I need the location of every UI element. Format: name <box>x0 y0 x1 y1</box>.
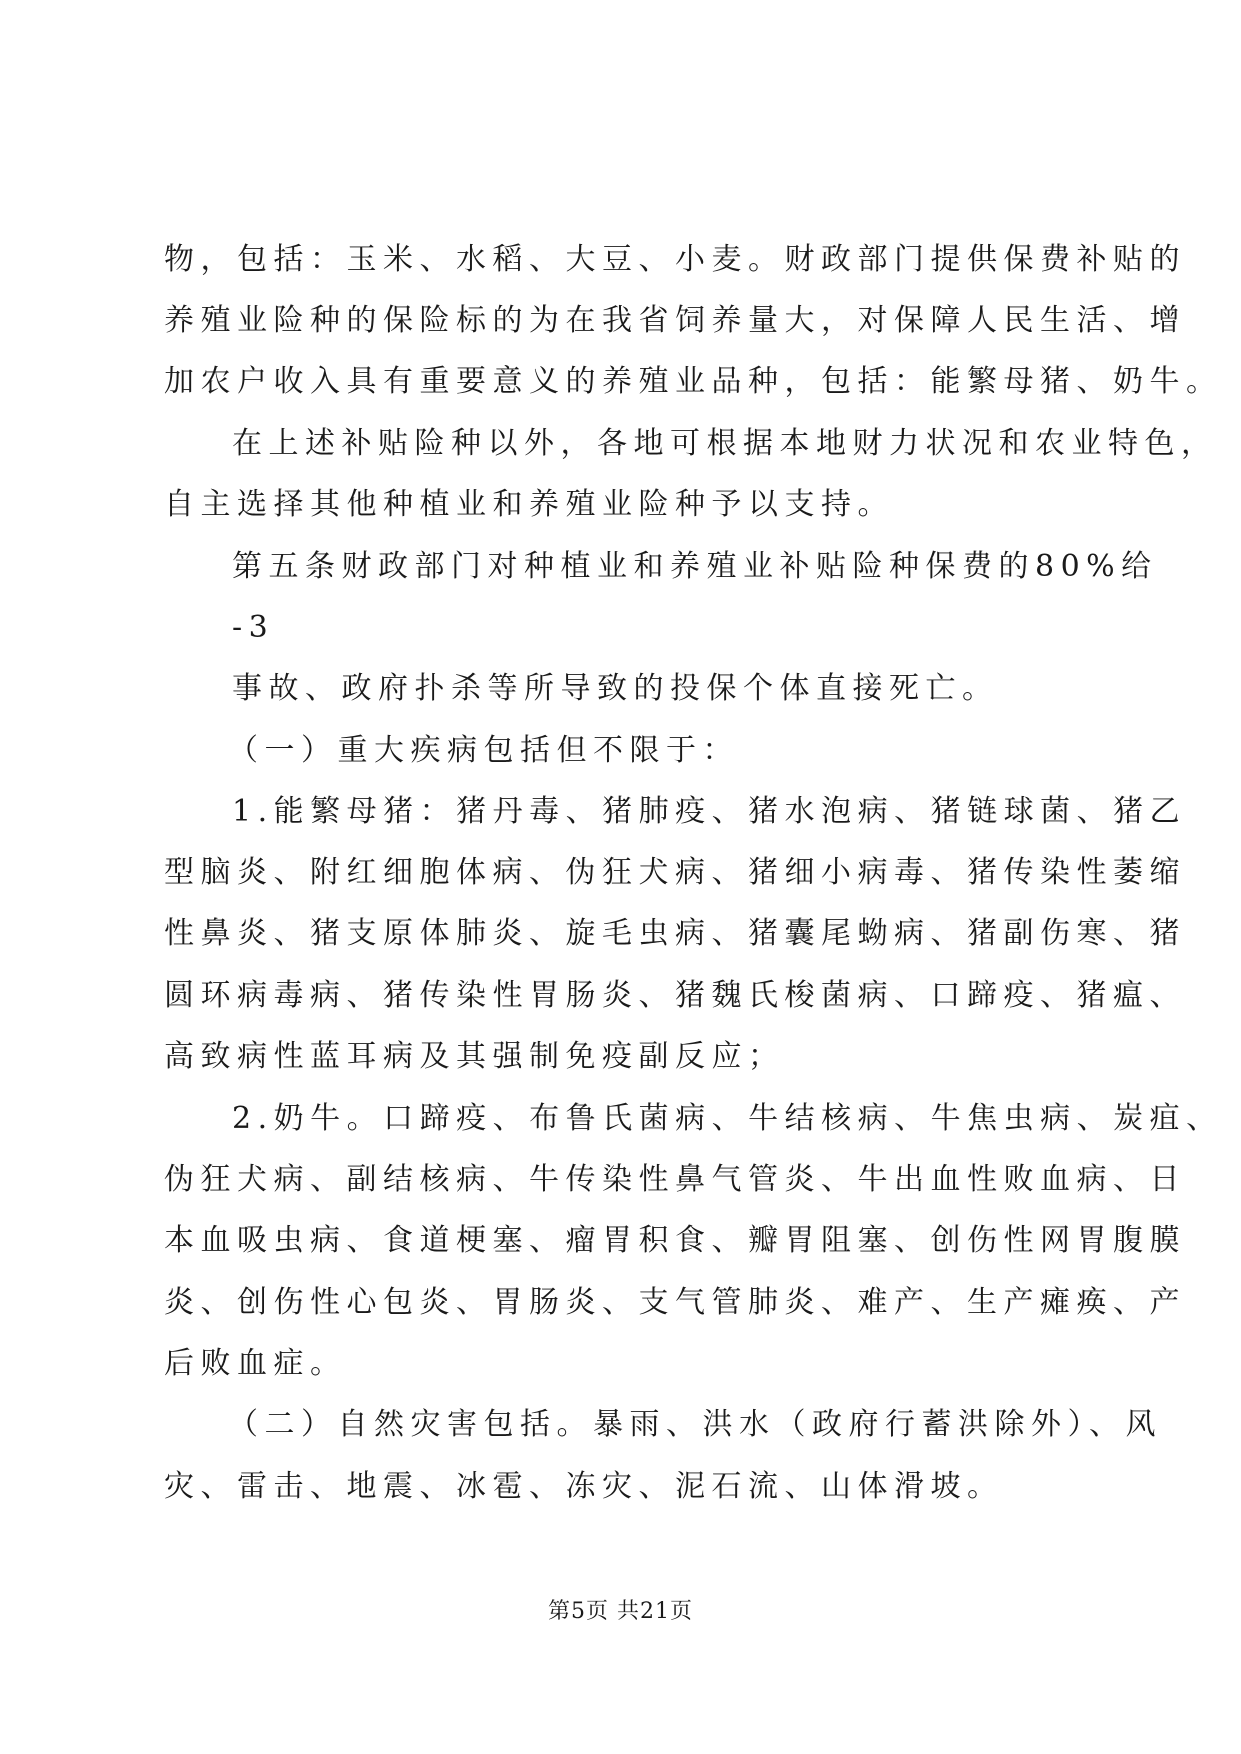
text-line: 本血吸虫病、食道梗塞、瘤胃积食、瓣胃阻塞、创伤性网胃腹膜 <box>164 1223 1186 1258</box>
text-line: 灾、雷击、地震、冰雹、冻灾、泥石流、山体滑坡。 <box>164 1469 1004 1504</box>
section-heading: （二）自然灾害包括。暴雨、洪水（政府行蓄洪除外）、风 <box>228 1407 1162 1442</box>
text-line: 性鼻炎、猪支原体肺炎、旋毛虫病、猪囊尾蚴病、猪副伤寒、猪 <box>164 916 1186 951</box>
text-line: 2.奶牛。口蹄疫、布鲁氏菌病、牛结核病、牛焦虫病、炭疽、 <box>232 1101 1223 1136</box>
text-line: 第五条财政部门对种植业和养殖业补贴险种保费的80%给 <box>232 549 1158 584</box>
text-line: 炎、创伤性心包炎、胃肠炎、支气管肺炎、难产、生产瘫痪、产 <box>164 1285 1186 1320</box>
page-footer: 第5页 共21页 <box>548 1599 693 1624</box>
text-line: 1.能繁母猪：猪丹毒、猪肺疫、猪水泡病、猪链球菌、猪乙 <box>232 794 1187 829</box>
text-line: 养殖业险种的保险标的为在我省饲养量大，对保障人民生活、增 <box>164 303 1186 338</box>
text-line: 伪狂犬病、副结核病、牛传染性鼻气管炎、牛出血性败血病、日 <box>164 1162 1186 1197</box>
text-line: 事故、政府扑杀等所导致的投保个体直接死亡。 <box>232 671 999 706</box>
section-heading: （一）重大疾病包括但不限于： <box>228 733 739 768</box>
text-line: 在上述补贴险种以外，各地可根据本地财力状况和农业特色， <box>232 426 1218 461</box>
page-number-fragment: -3 <box>232 610 275 645</box>
text-line: 高致病性蓝耳病及其强制免疫副反应； <box>164 1039 785 1074</box>
text-line: 加农户收入具有重要意义的养殖业品种，包括：能繁母猪、奶牛。 <box>164 364 1223 399</box>
text-line: 型脑炎、附红细胞体病、伪狂犬病、猪细小病毒、猪传染性萎缩 <box>164 855 1186 890</box>
text-line: 物，包括：玉米、水稻、大豆、小麦。财政部门提供保费补贴的 <box>164 242 1186 277</box>
text-line: 圆环病毒病、猪传染性胃肠炎、猪魏氏梭菌病、口蹄疫、猪瘟、 <box>164 978 1186 1013</box>
text-line: 自主选择其他种植业和养殖业险种予以支持。 <box>164 487 894 522</box>
text-line: 后败血症。 <box>164 1346 347 1381</box>
